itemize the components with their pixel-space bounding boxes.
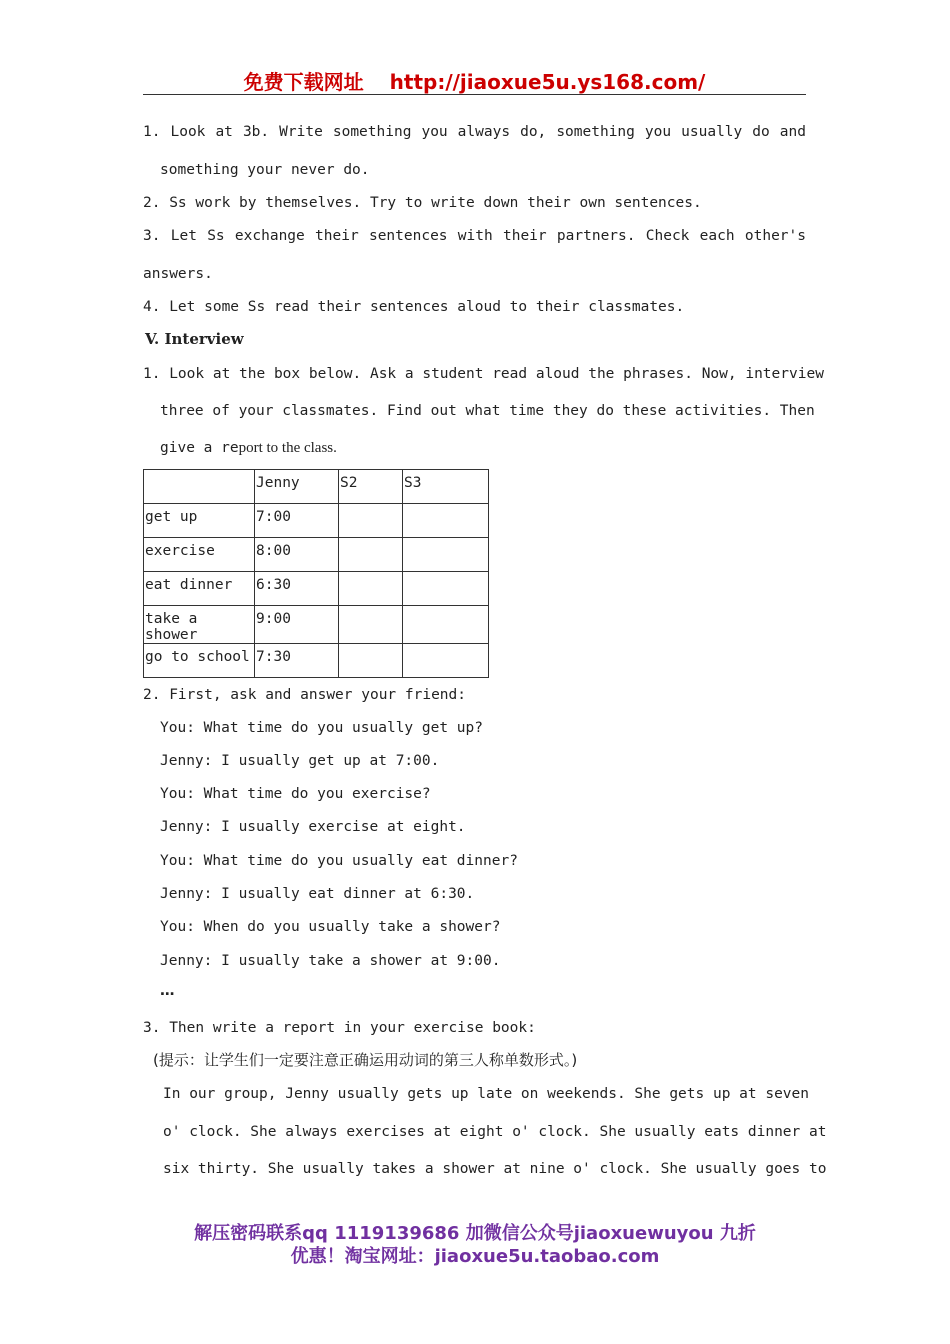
header-label: 免费下载网址 (243, 70, 364, 94)
table-cell (339, 538, 403, 572)
table-cell (339, 644, 403, 678)
table-cell: 6:30 (255, 572, 339, 606)
interview-line-3 (160, 438, 337, 458)
table-cell: 9:00 (255, 606, 339, 644)
table-row (144, 606, 489, 644)
table-cell: exercise (144, 538, 255, 572)
table-header-cell (144, 470, 255, 504)
table-row (144, 644, 489, 678)
table-header-cell: S2 (339, 470, 403, 504)
table-cell (339, 606, 403, 644)
dialog-line: You: What time do you usually get up? (160, 720, 484, 736)
table-row (144, 504, 489, 538)
table-cell (403, 504, 489, 538)
table-cell: eat dinner (144, 572, 255, 606)
table-row (144, 572, 489, 606)
table-cell (403, 538, 489, 572)
section-title: Interview (164, 330, 244, 348)
table-cell: 8:00 (255, 538, 339, 572)
step-1-line-1: 1. Look at 3b. Write something you always do, something you usually do and (143, 124, 806, 140)
table-header-cell: S3 (403, 470, 489, 504)
table-cell: take a shower (144, 606, 255, 644)
interview-line-1: 1. Look at the box below. Ask a student read aloud the phrases. Now, interview (143, 366, 824, 382)
dialog-line: Jenny: I usually take a shower at 9:00. (160, 953, 501, 969)
report-line-1: In our group, Jenny usually gets up late on weekends. She gets up at seven (163, 1086, 810, 1102)
interview-line-3b: port to the class. (238, 440, 337, 456)
table-header-row (144, 470, 489, 504)
table-row (144, 538, 489, 572)
table-cell (339, 572, 403, 606)
dialog-line: You: What time do you usually eat dinner? (160, 853, 518, 869)
table-cell (403, 606, 489, 644)
report-line-2: o' clock. She always exercises at eight o' clock. She usually eats dinner at (163, 1124, 827, 1140)
step-3-line-2: answers. (143, 266, 213, 282)
table-cell: 7:30 (255, 644, 339, 678)
table-cell: get up (144, 504, 255, 538)
report-intro: 3. Then write a report in your exercise book: (143, 1020, 536, 1036)
table-cell (339, 504, 403, 538)
report-line-3: six thirty. She usually takes a shower at nine o' clock. She usually goes to (163, 1161, 827, 1177)
activity-table (143, 469, 489, 678)
interview-line-3a: give a re (160, 440, 239, 456)
table-cell: go to school (144, 644, 255, 678)
step-1-line-2: something your never do. (160, 162, 370, 178)
section-heading (145, 330, 244, 348)
step-2: 2. Ss work by themselves. Try to write down their own sentences. (143, 195, 702, 211)
dialog-intro: 2. First, ask and answer your friend: (143, 687, 467, 703)
page-header (143, 66, 806, 95)
table-cell: 7:00 (255, 504, 339, 538)
table-cell (403, 572, 489, 606)
footer-line-2: 优惠！淘宝网址：jiaoxue5u.taobao.com (290, 1246, 660, 1267)
step-3-line-1: 3. Let Ss exchange their sentences with their partners. Check each other's (143, 228, 806, 244)
step-4: 4. Let some Ss read their sentences aloud to their classmates. (143, 299, 685, 315)
dialog-line: Jenny: I usually get up at 7:00. (160, 753, 440, 769)
table-header-cell: Jenny (255, 470, 339, 504)
dialog-line: Jenny: I usually exercise at eight. (160, 819, 466, 835)
dialog-ellipsis: … (160, 983, 175, 999)
footer-line-1: 解压密码联系qq 1119139686 加微信公众号jiaoxuewuyou 九折 (194, 1223, 756, 1244)
dialog-line: You: What time do you exercise? (160, 786, 431, 802)
dialog-line: You: When do you usually take a shower? (160, 919, 501, 935)
header-url[interactable]: http://jiaoxue5u.ys168.com/ (389, 70, 706, 94)
interview-line-2: three of your classmates. Find out what time they do these activities. Then (160, 403, 815, 419)
report-tip: (提示：让学生们一定要注意正确运用动词的第三人称单数形式。) (153, 1051, 578, 1069)
section-numeral: V. (145, 330, 160, 348)
dialog-line: Jenny: I usually eat dinner at 6:30. (160, 886, 475, 902)
table-cell (403, 644, 489, 678)
